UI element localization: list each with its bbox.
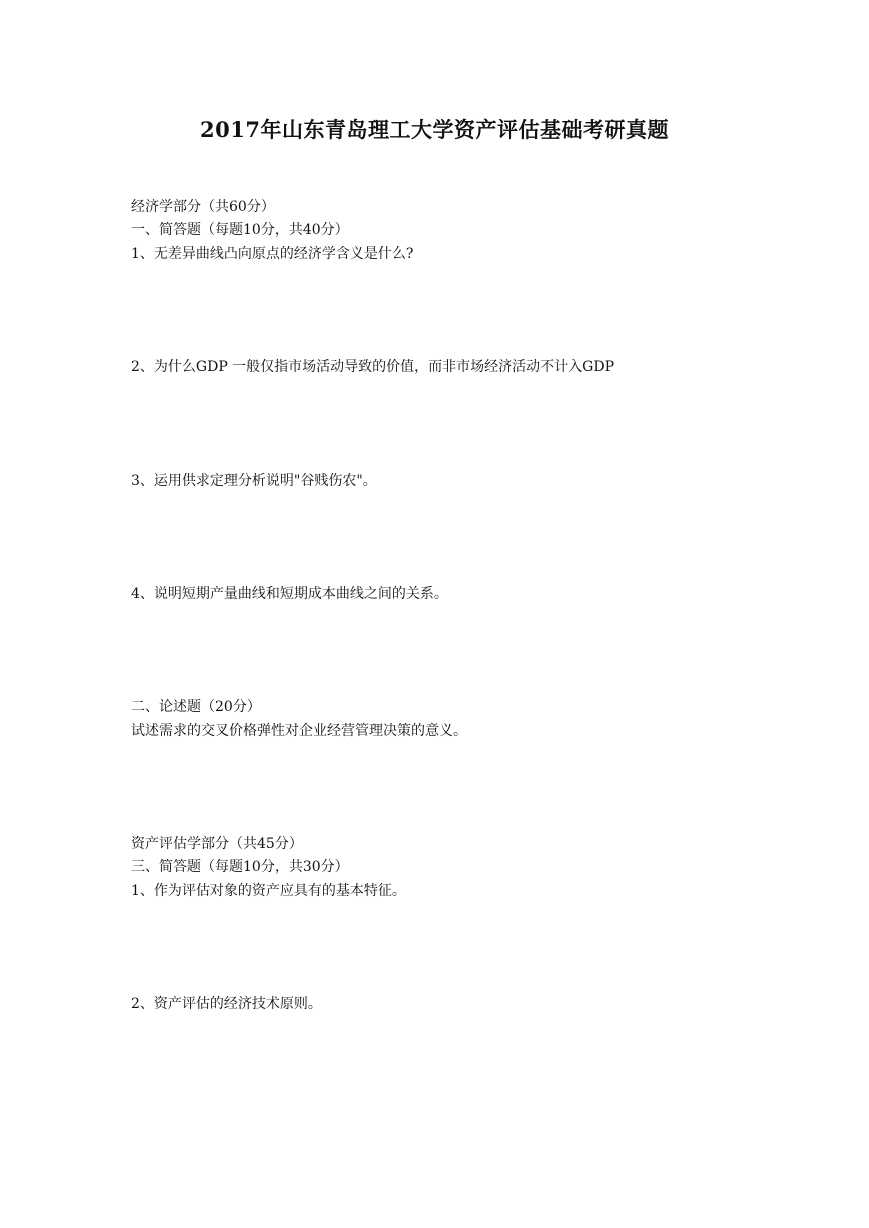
section3-heading: 三、简答题（每题10分，共30分） <box>131 859 349 875</box>
part1-heading: 经济学部分（共60分） <box>131 199 275 215</box>
question-3-1: 1、作为评估对象的资产应具有的基本特征。 <box>131 883 406 899</box>
part2-heading: 资产评估学部分（共45分） <box>131 836 303 852</box>
question-1-4: 4、说明短期产量曲线和短期成本曲线之间的关系。 <box>131 586 448 602</box>
question-1-1: 1、无差异曲线凸向原点的经济学含义是什么? <box>131 246 414 262</box>
question-1-3: 3、运用供求定理分析说明"谷贱伤农"。 <box>131 473 377 489</box>
question-1-2: 2、为什么GDP 一般仅指市场活动导致的价值，而非市场经济活动不计入GDP <box>131 359 615 375</box>
page-title: 2017年山东青岛理工大学资产评估基础考研真题 <box>200 117 669 142</box>
section2-heading: 二、论述题（20分） <box>131 699 261 715</box>
essay-question: 试述需求的交叉价格弹性对企业经营管理决策的意义。 <box>131 723 467 739</box>
section1-heading: 一、简答题（每题10分，共40分） <box>131 222 349 238</box>
question-3-2: 2、资产评估的经济技术原则。 <box>131 996 322 1012</box>
